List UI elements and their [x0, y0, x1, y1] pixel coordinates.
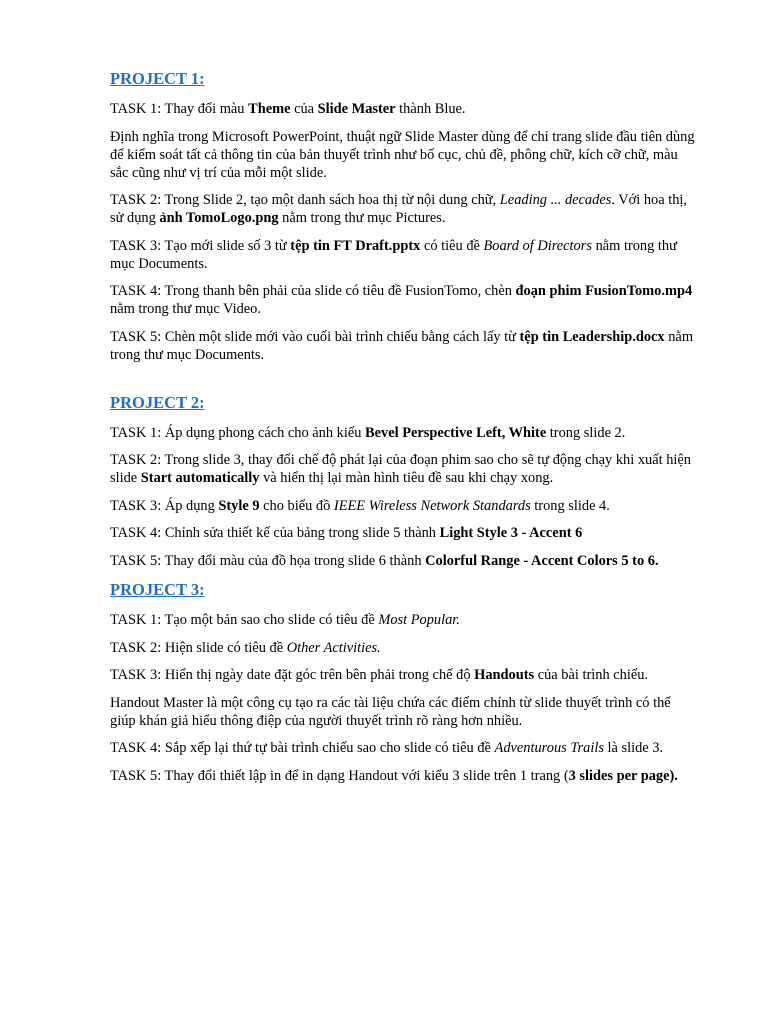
task-paragraph	[110, 128, 698, 182]
text-run: TASK 3: Áp dụng	[110, 497, 219, 514]
bold-text: Handouts	[474, 667, 535, 683]
bold-text: 3 slides per page).	[568, 767, 678, 784]
text-run: TASK 2: Trong slide 3, thay đổi chế độ phát lại của đoạn phim sao cho sẽ tự động chạy khi xuất hiện slide	[110, 452, 691, 486]
text-run: TASK 4: Trong thanh bên phải của slide có tiêu đề FusionTomo, chèn	[110, 283, 516, 299]
text-run: TASK 3: Hiển thị ngày date đặt góc trên bên phải trong chế độ	[110, 667, 475, 683]
project-heading: PROJECT 3:	[110, 580, 205, 599]
bold-text: ảnh TomoLogo.png	[159, 210, 279, 226]
task-paragraph	[110, 666, 698, 684]
task-paragraph	[110, 694, 698, 730]
text-run: TASK 4: Chỉnh sửa thiết kế của bảng trong slide 5 thành	[110, 525, 440, 541]
text-run: trong slide 4.	[530, 497, 610, 514]
task-paragraph	[110, 552, 698, 570]
text-run: TASK 5: Thay đổi thiết lập in để in dạng Handout với kiểu 3 slide trên 1 trang (	[110, 767, 569, 784]
text-run: TASK 4: Sắp xếp lại thứ tự bài trình chiếu sao cho slide có tiêu đề	[110, 740, 495, 756]
text-run: TASK 2: Hiện slide có tiêu đề	[110, 639, 287, 656]
text-run: có tiêu đề	[420, 237, 484, 254]
task-paragraph	[110, 611, 698, 629]
text-run: nằm trong thư mục Pictures.	[278, 210, 446, 226]
task-paragraph	[110, 739, 698, 757]
task-paragraph	[110, 100, 698, 118]
text-run: . Với hoa thị, sử dụng	[110, 192, 688, 226]
bold-text: Colorful Range - Accent Colors 5 to 6	[425, 552, 655, 569]
bold-text: Bevel Perspective Left, White	[365, 424, 547, 441]
task-paragraph	[110, 328, 698, 364]
text-run: thành Blue.	[395, 101, 466, 117]
text-run: và hiển thị lại màn hình tiêu đề sau khi chạy xong.	[259, 470, 554, 486]
project-heading: PROJECT 2:	[110, 392, 205, 412]
italic-text: Most Popular.	[378, 612, 460, 628]
text-run: TASK 2: Trong Slide 2, tạo một danh sách hoa thị từ nội dung chữ,	[110, 192, 500, 208]
bold-text: đoạn phim FusionTomo.mp4	[515, 283, 693, 299]
text-run: của bài trình chiếu.	[534, 667, 649, 683]
italic-text: IEEE Wireless Network Standards	[333, 497, 531, 514]
italic-text: Board of Directors	[483, 237, 592, 254]
text-run: TASK 5: Chèn một slide mới vào cuối bài trình chiếu bằng cách lấy từ	[110, 328, 520, 345]
text-run: nằm trong thư mục Video.	[110, 301, 261, 317]
task-paragraph	[110, 767, 698, 785]
bold-text: Style 9	[218, 497, 260, 514]
task-paragraph	[110, 639, 698, 657]
text-run: nằm trong thư mục Documents.	[110, 237, 677, 272]
bold-text: tệp tin FT Draft.pptx	[290, 237, 421, 254]
project-heading: PROJECT 1:	[110, 69, 205, 88]
task-paragraph	[110, 524, 698, 542]
italic-text: Adventurous Trails	[494, 740, 604, 756]
text-run: Handout Master là một công cụ tạo ra các tài liệu chứa các điểm chính từ slide thuyết trình có thể giúp khán giả hiểu thông điệp của người thuyết trình rõ ràng hơn nhiều.	[110, 694, 671, 729]
task-paragraph	[110, 237, 698, 273]
text-run: của	[290, 101, 318, 117]
text-run: là slide 3.	[603, 740, 664, 756]
task-paragraph	[110, 191, 698, 227]
text-run: trong slide 2.	[546, 424, 626, 441]
italic-text: Leading ... decades	[499, 192, 612, 208]
text-run: TASK 1: Tạo một bản sao cho slide có tiêu đề	[110, 612, 379, 628]
text-run: TASK 1: Thay đổi màu	[110, 101, 249, 117]
bold-text: .	[654, 552, 659, 569]
bold-text: Slide Master	[317, 101, 396, 117]
task-paragraph	[110, 424, 698, 442]
text-run: nằm trong thư mục Documents.	[110, 328, 694, 363]
italic-text: Other Activities.	[286, 639, 381, 656]
bold-text: Theme	[248, 101, 291, 117]
text-run: Định nghĩa trong Microsoft PowerPoint, thuật ngữ Slide Master dùng để chỉ trang slide đầu tiên dùng để kiểm soát tất cả thông tin của bản thuyết trình như bố cục, chủ đề, phông chữ, kích cỡ chữ, màu sắc cũng như vị trí của mỗi một slide.	[110, 128, 695, 181]
text-run: TASK 5: Thay đổi màu của đồ họa trong slide 6 thành	[110, 552, 426, 569]
text-run: cho biểu đồ	[259, 497, 334, 514]
text-run: TASK 1: Áp dụng phong cách cho ảnh kiểu	[110, 424, 366, 441]
task-paragraph	[110, 282, 698, 318]
text-run: TASK 3: Tạo mới slide số 3 từ	[110, 237, 291, 254]
task-paragraph	[110, 451, 698, 487]
bold-text: Start automatically	[140, 470, 260, 486]
task-paragraph	[110, 497, 698, 515]
bold-text: tệp tin Leadership.docx	[519, 328, 665, 345]
bold-text: Light Style 3 - Accent 6	[439, 525, 583, 541]
